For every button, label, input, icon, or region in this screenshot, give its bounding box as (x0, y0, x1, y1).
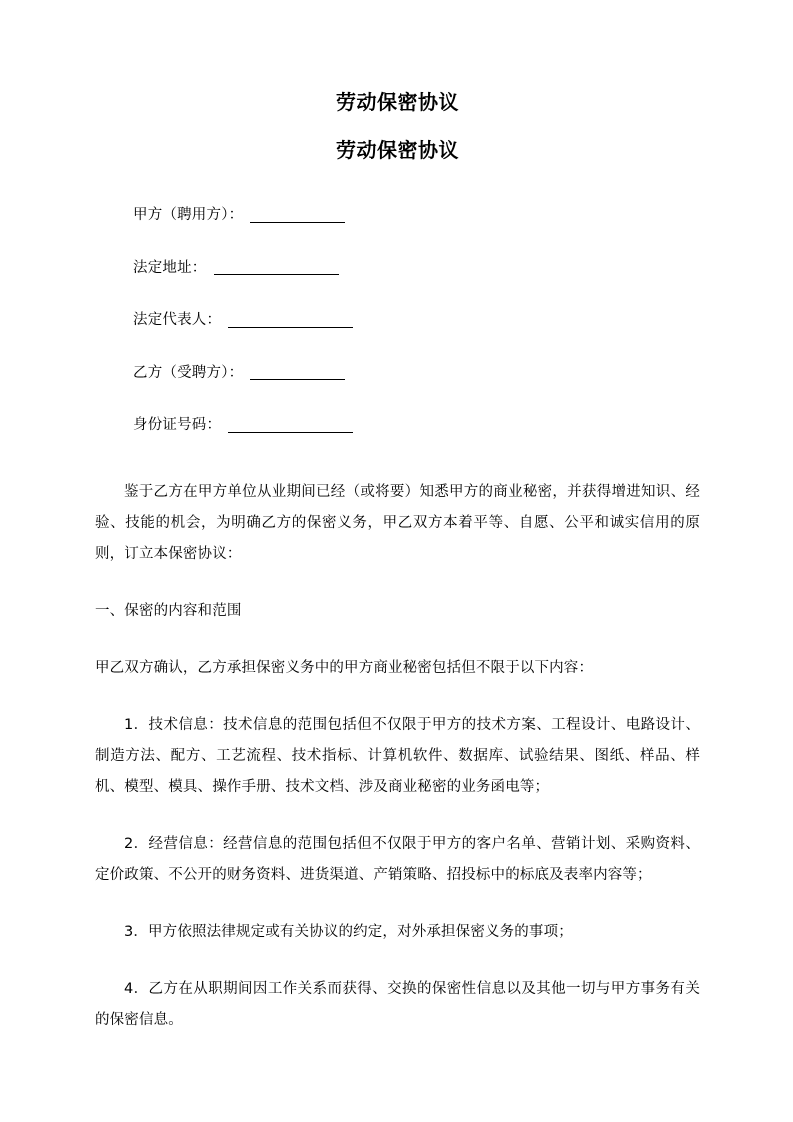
field-blank-legal-representative[interactable] (228, 314, 353, 328)
field-row-party-b (95, 366, 700, 381)
document-subtitle: 劳动保密协议 (336, 138, 459, 162)
field-blank-party-b[interactable] (250, 366, 345, 380)
field-row-id-number (95, 418, 700, 433)
clause-item-4: 4．乙方在从职期间因工作关系而获得、交换的保密性信息以及其他一切与甲方事务有关的保密信息。 (95, 980, 700, 1028)
field-blank-party-a[interactable] (250, 209, 345, 223)
clause-item-2: 2．经营信息：经营信息的范围包括但不仅限于甲方的客户名单、营销计划、采购资料、定价政策、不公开的财务资料、进货渠道、产销策略、招投标中的标底及表率内容等； (95, 835, 700, 883)
section-heading-1: 一、保密的内容和范围 (95, 602, 242, 619)
field-label-party-b: 乙方（受聘方）： (133, 364, 244, 381)
preamble-paragraph: 鉴于乙方在甲方单位从业期间已经（或将要）知悉甲方的商业秘密，并获得增进知识、经验、技能的机会，为明确乙方的保密义务，甲乙双方本着平等、自愿、公平和诚实信用的原则，订立本保密协议： (95, 483, 700, 562)
clause-item-3: 3．甲方依照法律规定或有关协议的约定，对外承担保密义务的事项； (124, 923, 573, 940)
document-body (95, 0, 700, 1036)
field-label-id-number: 身份证号码： (133, 417, 222, 433)
page-title: 劳动保密协议 (336, 90, 459, 114)
field-row-legal-representative (95, 313, 700, 328)
title-block (95, 0, 700, 160)
section-lead-1: 甲乙双方确认，乙方承担保密义务中的甲方商业秘密包括但不限于以下内容： (95, 659, 594, 676)
party-information-fields (95, 208, 700, 433)
field-blank-id-number[interactable] (228, 419, 353, 433)
field-label-legal-representative: 法定代表人： (133, 312, 222, 328)
field-label-legal-address: 法定地址： (133, 259, 207, 276)
field-label-party-a: 甲方（聘用方）： (133, 207, 244, 223)
clause-item-1: 1．技术信息：技术信息的范围包括但不仅限于甲方的技术方案、工程设计、电路设计、制造方法、配方、工艺流程、技术指标、计算机软件、数据库、试验结果、图纸、样品、样机、模型、模具、操作手册、技术文档、涉及商业秘密的业务函电等； (95, 716, 700, 795)
field-row-party-a (95, 208, 700, 223)
field-blank-legal-address[interactable] (214, 261, 339, 275)
field-row-legal-address (95, 261, 700, 276)
